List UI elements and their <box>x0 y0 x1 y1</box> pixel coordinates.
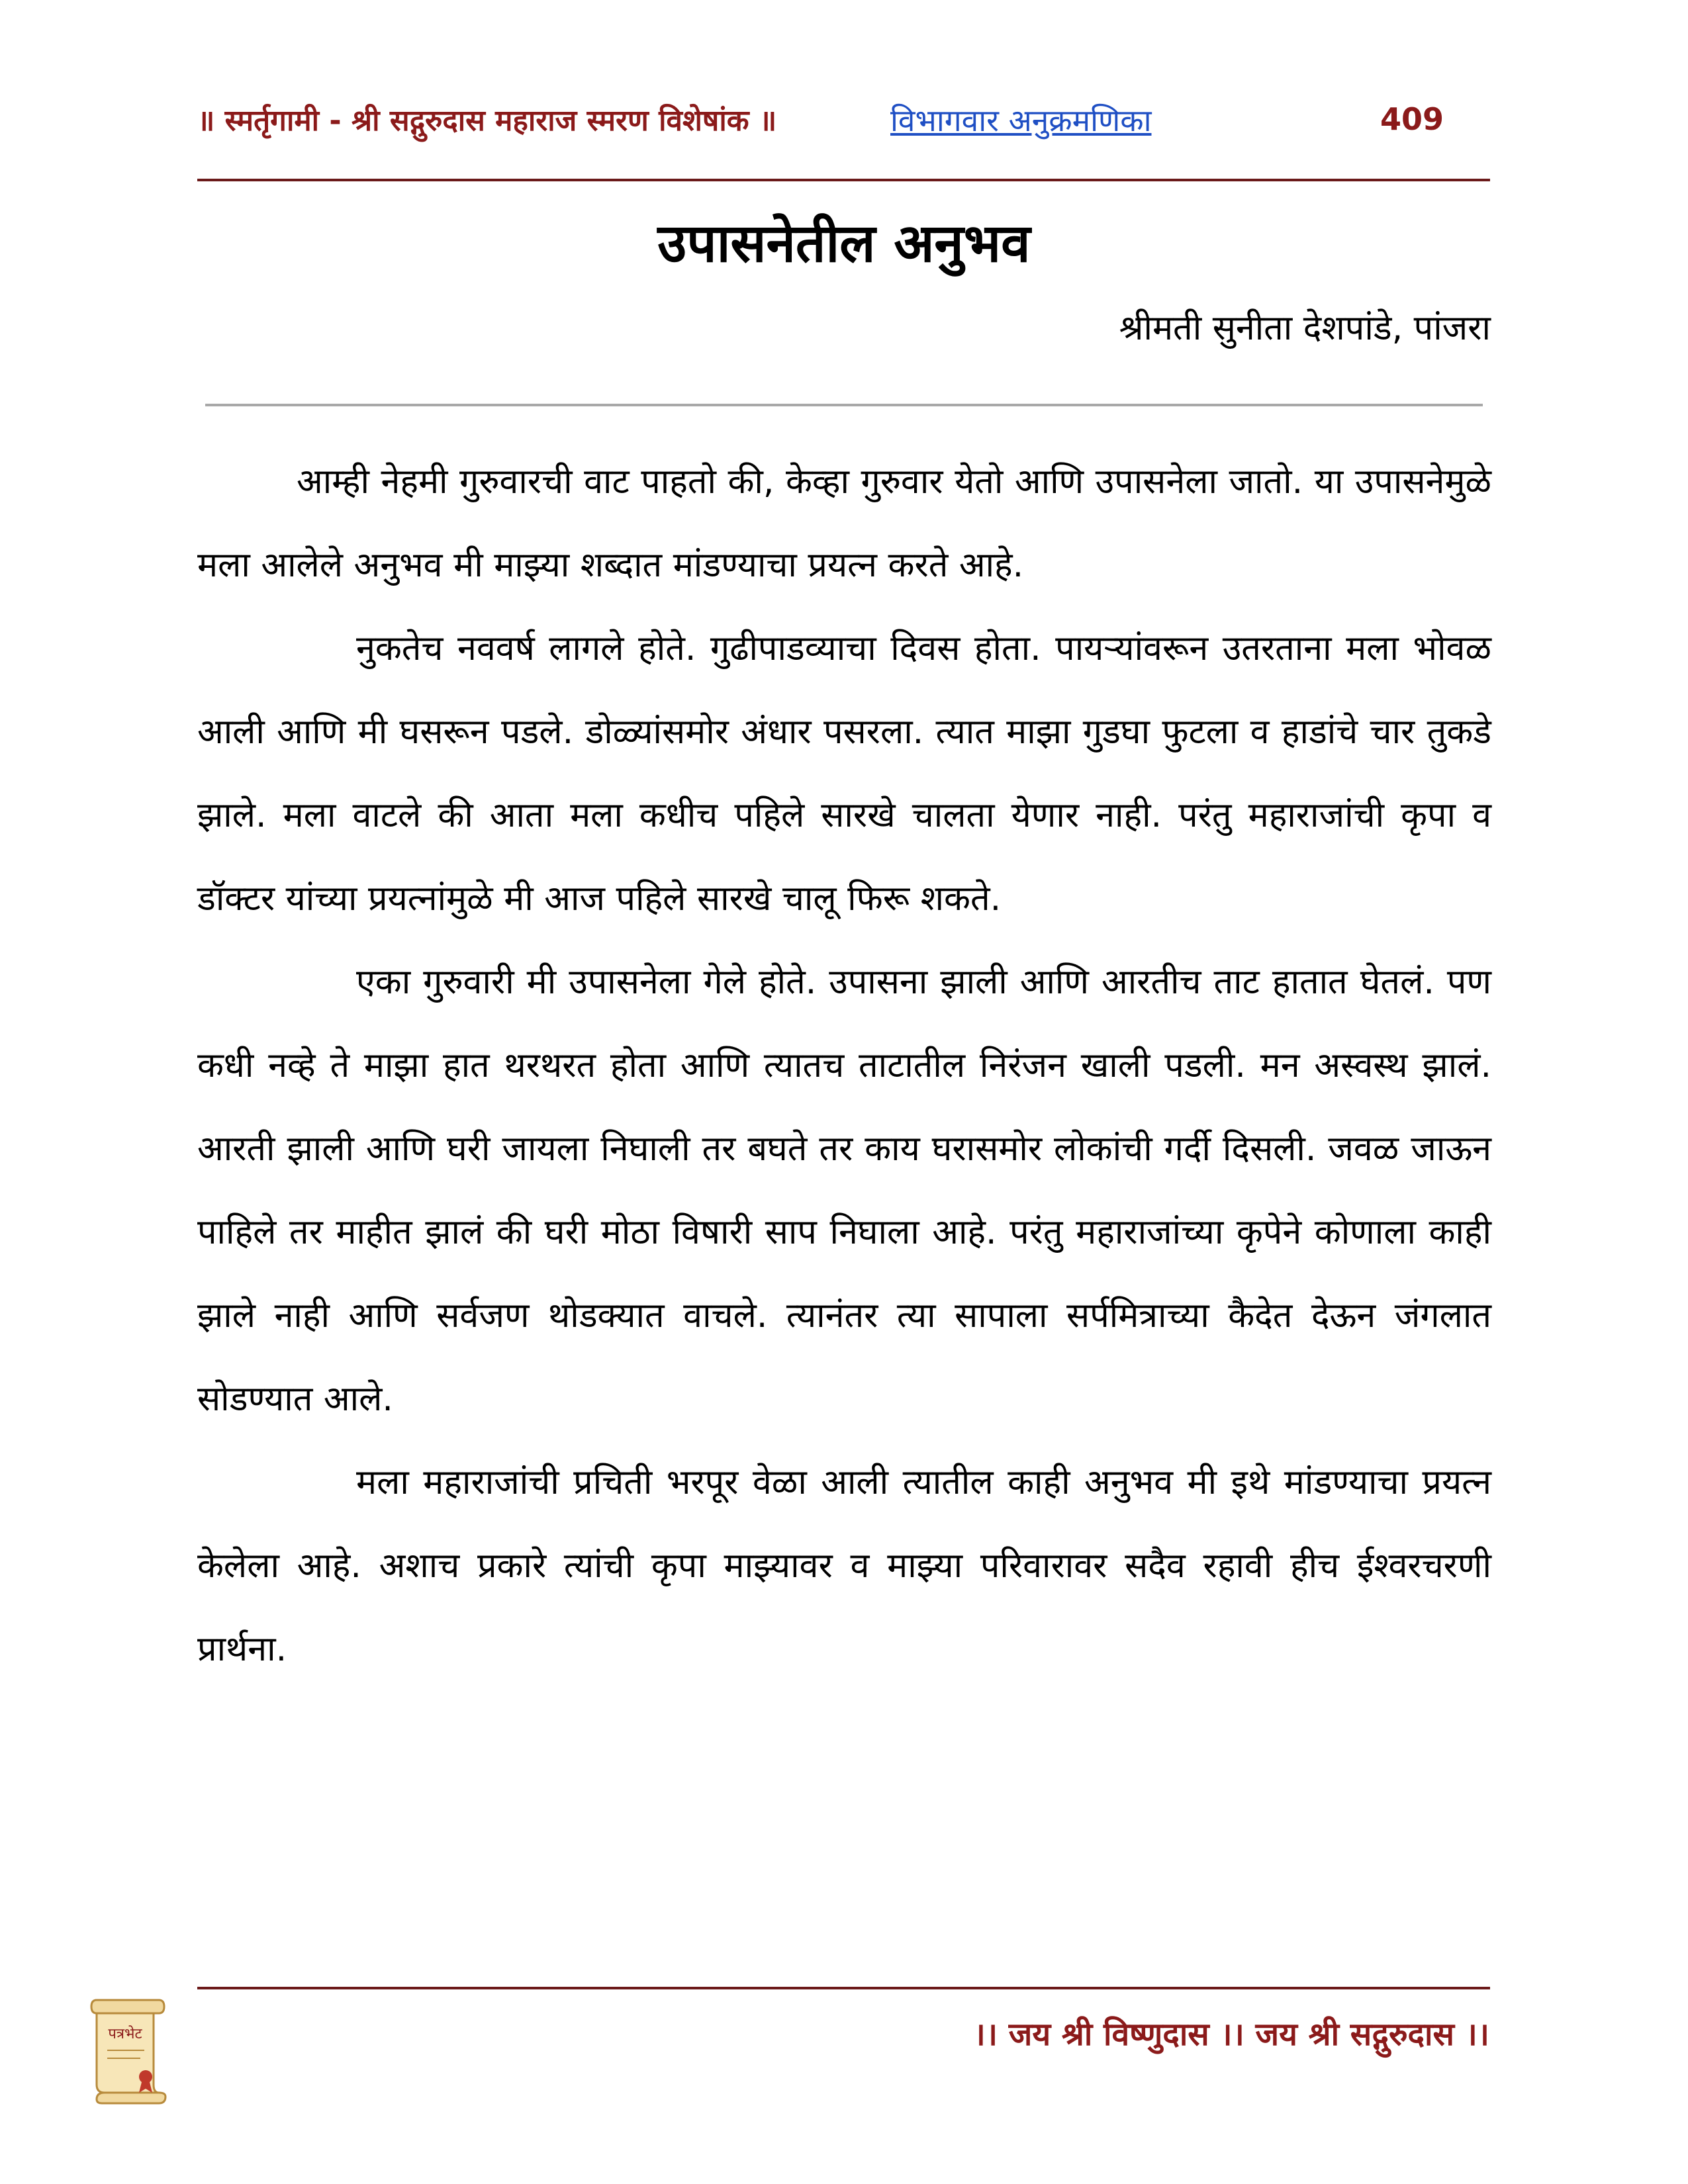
article-body <box>197 440 1491 1691</box>
paragraph: एका गुरुवारी मी उपासनेला गेले होते. उपासना झाली आणि आरतीच ताट हातात घेतलं. पण कधी नव्हे ते माझा हात थरथरत होता आणि त्यातच ताटातील निरंजन खाली पडली. मन अस्वस्थ झालं. आरती झाली आणि घरी जायला निघाली तर बघते तर काय घरासमोर लोकांची गर्दी दिसली. जवळ जाऊन पाहिले तर माहीत झालं की घरी मोठा विषारी साप निघाला आहे. परंतु महाराजांच्या कृपेने कोणाला काही झाले नाही आणि सर्वजण थोडक्यात वाचले. त्यानंतर त्या सापाला सर्पमित्राच्या कैदेत देऊन जंगलात सोडण्यात आले. <box>197 962 1491 1419</box>
logo-label: पत्रभेट <box>108 2026 142 2042</box>
header-title: ॥ स्मर्तृगामी - श्री सद्गुरुदास महाराज स्मरण विशेषांक ॥ <box>197 104 777 138</box>
page-number: 409 <box>1380 101 1444 137</box>
paragraph: मला महाराजांची प्रचिती भरपूर वेळा आली त्यातील काही अनुभव मी इथे मांडण्याचा प्रयत्न केलेला आहे. अशाच प्रकारे त्यांची कृपा माझ्यावर व माझ्या परिवारावर सदैव रहावी हीच ईश्वरचरणी प्रार्थना. <box>197 1463 1491 1669</box>
index-link[interactable]: विभागवार अनुक्रमणिका <box>890 103 1152 138</box>
header-divider <box>197 179 1490 181</box>
paragraph: आम्ही नेहमी गुरुवारची वाट पाहतो की, केव्हा गुरुवार येतो आणि उपासनेला जातो. या उपासनेमुळे मला आलेले अनुभव मी माझ्या शब्दात मांडण्याचा प्रयत्न करते आहे. <box>197 462 1491 585</box>
footer-text: ।। जय श्री विष्णुदास ।। जय श्री सद्गुरुदास ।। <box>973 2016 1489 2053</box>
article-author: श्रीमती सुनीता देशपांडे, पांजरा <box>1119 308 1491 348</box>
article-title: उपासनेतील अनुभव <box>657 212 1031 274</box>
paragraph: नुकतेच नववर्ष लागले होते. गुढीपाडव्याचा दिवस होता. पायऱ्यांवरून उतरताना मला भोवळ आली आणि मी घसरून पडले. डोळ्यांसमोर अंधार पसरला. त्यात माझा गुडघा फुटला व हाडांचे चार तुकडे झाले. मला वाटले की आता मला कधीच पहिले सारखे चालता येणार नाही. परंतु महाराजांची कृपा व डॉक्टर यांच्या प्रयत्नांमुळे मी आज पहिले सारखे चालू फिरू शकते. <box>197 629 1491 919</box>
footer-divider <box>197 1987 1490 1989</box>
scroll-logo-icon <box>85 1992 171 2105</box>
title-divider <box>205 404 1483 406</box>
